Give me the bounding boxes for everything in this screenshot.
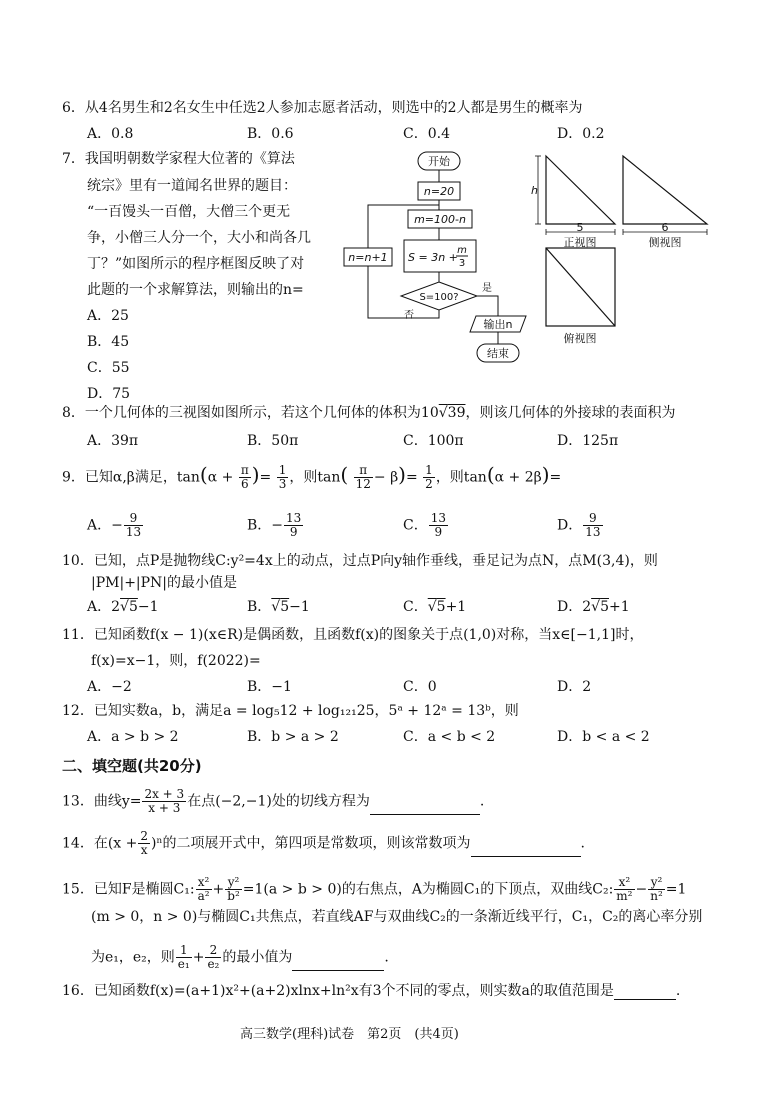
q6-stem: 6．从4名男生和2名女生中任选2人参加志愿者活动，则选中的2人都是男生的概率为 (62, 100, 583, 116)
q10-option-d: D．2√5+1 (557, 599, 630, 615)
q7-option-a: A．25 (87, 308, 129, 324)
q10-option-c: C．√5+1 (403, 599, 467, 615)
q15-line1: 15．已知F是椭圆C₁: $\frac{\text{x²}}{\text{a²}}$ + $\frac{\text{y²}}{\text{b²}}$ =1(a > b > 0)的右焦点，A为椭圆C₁的下顶点，双曲线C₂: $\frac{\text{x²}}{\text{m²}}$ − $\frac{\text{y²}}{\text{n²}}$ =1 (62, 875, 687, 903)
q6-option-a: A．0.8 (87, 126, 134, 142)
program-flowchart (338, 148, 538, 370)
q11-option-b: B．−1 (247, 679, 292, 695)
q7-line: “一百馒头一百僧，大僧三个更无 (87, 204, 291, 220)
q15-answer-blank (292, 956, 384, 971)
flow-s-label: S = 3n + (408, 251, 458, 264)
q8-stem: 8．一个几何体的三视图如图所示，若这个几何体的体积为10√39，则该几何体的外接球的表面积为 (62, 405, 676, 421)
q6-option-d: D．0.2 (557, 126, 605, 142)
flow-m-label: m=100-n (414, 213, 466, 226)
q15-line2: (m > 0，n > 0)与椭圆C₁共焦点，若直线AF与双曲线C₂的一条渐近线平行，C₁，C₂的离心率分别 (91, 909, 703, 925)
view-h-label: h (531, 184, 538, 197)
side-view (623, 156, 707, 224)
view-5-label: 5 (576, 221, 584, 234)
q7-option-d: D．75 (87, 386, 131, 402)
q10-option-a: A．2√5−1 (87, 599, 159, 615)
q9-option-a: A．− $\frac{9}{13}$ (87, 511, 142, 539)
q15-line3: 为e₁，e₂，则 $\frac{1}{\text{e₁}}$ + $\frac{2}{\text{e₂}}$ 的最小值为 . (91, 943, 389, 971)
three-views-figure (530, 150, 720, 350)
q8-option-b: B．50π (247, 433, 299, 449)
flow-loop-label: n=n+1 (348, 251, 388, 264)
q12-option-b: B．b > a > 2 (247, 729, 339, 745)
q7-line: 争，小僧三人分一个，大小和尚各几 (87, 230, 311, 246)
flow-init-label: n=20 (423, 185, 455, 198)
q11-option-c: C．0 (403, 679, 437, 695)
q12-option-a: A．a > b > 2 (87, 729, 179, 745)
q14-stem: 14．在(x + $\frac{2}{x}$ )ⁿ的二项展开式中，第四项是常数项，则该常数项为 . (62, 829, 585, 857)
q9-option-b: B．− $\frac{13}{9}$ (247, 511, 302, 539)
q11-line1: 11．已知函数f(x − 1)(x∈R)是偶函数，且函数f(x)的图象关于点(1,0)对称，当x∈[−1,1]时， (62, 627, 644, 643)
flow-s-num: m (457, 245, 467, 256)
q7-line: 统宗》里有一道闻名世界的题目： (87, 178, 297, 194)
flow-no-label: 否 (404, 310, 414, 321)
q11-option-a: A．−2 (87, 679, 132, 695)
q7-option-b: B．45 (87, 334, 130, 350)
q12-option-c: C．a < b < 2 (403, 729, 496, 745)
q12-stem: 12．已知实数a，b，满足a = log₅12 + log₁₂₁25，5ᵃ + 12ᵃ = 13ᵇ，则 (62, 703, 519, 719)
q6-option-c: C．0.4 (403, 126, 450, 142)
q14-answer-blank (471, 842, 581, 857)
view-6-label: 6 (661, 221, 669, 234)
q8-option-a: A．39π (87, 433, 139, 449)
flow-cond-label: S=100? (419, 292, 459, 303)
side-view-label: 侧视图 (648, 236, 682, 249)
q16-answer-blank (614, 985, 676, 1000)
front-view-label: 正视图 (563, 236, 597, 249)
q7-line: 丁？”如图所示的程序框图反映了对 (87, 256, 305, 272)
q10-line1: 10．已知，点P是抛物线C:y²=4x上的动点，过点P向y轴作垂线，垂足记为点N，点M(3,4)，则 (62, 553, 658, 569)
q10-option-b: B．√5−1 (247, 599, 310, 615)
q10-line2: |PM|+|PN|的最小值是 (91, 575, 238, 591)
q11-option-d: D．2 (557, 679, 592, 695)
flow-end-label: 结束 (487, 347, 509, 360)
q16-stem: 16．已知函数f(x)=(a+1)x²+(a+2)xlnx+ln²x有3个不同的零点，则实数a的取值范围是 . (62, 983, 681, 999)
page-footer: 高三数学(理科)试卷 第2页 (共4页) (240, 1027, 459, 1042)
q12-option-d: D．b < a < 2 (557, 729, 650, 745)
q8-option-d: D．125π (557, 433, 619, 449)
q11-line2: f(x)=x−1，则，f(2022)= (91, 653, 261, 669)
q8-option-c: C．100π (403, 433, 464, 449)
top-view-label: 俯视图 (563, 332, 597, 345)
front-view (546, 156, 615, 224)
flow-start-label: 开始 (428, 155, 450, 168)
section-title: 二、填空题(共20分) (62, 757, 202, 775)
q7-option-c: C．55 (87, 360, 130, 376)
q13-answer-blank (370, 800, 480, 815)
flow-yes-label: 是 (482, 283, 492, 294)
q13-stem: 13．曲线y= $\frac{2x + 3}{x + 3}$ 在点(−2,−1)处的切线方程为 . (62, 787, 485, 815)
q7-line: 7．我国明朝数学家程大位著的《算法 (62, 151, 295, 167)
q7-line: 此题的一个求解算法，则输出的n= (87, 282, 304, 298)
flow-output-label: 输出n (483, 318, 513, 331)
q9-option-d: D． $\frac{9}{13}$ (557, 511, 601, 539)
flow-s-den: 3 (458, 258, 466, 269)
q9-stem: 9．已知α,β满足，tan(α + $\frac{\pi}{6}$ )= $\frac{1}{3}$ ，则tan( $\frac{\pi}{12}$ − β)= $\frac{1}{2}$ ，则tan(α + 2β)= (62, 462, 562, 491)
q6-option-b: B．0.6 (247, 126, 294, 142)
q9-option-c: C． $\frac{13}{9}$ (403, 511, 446, 539)
